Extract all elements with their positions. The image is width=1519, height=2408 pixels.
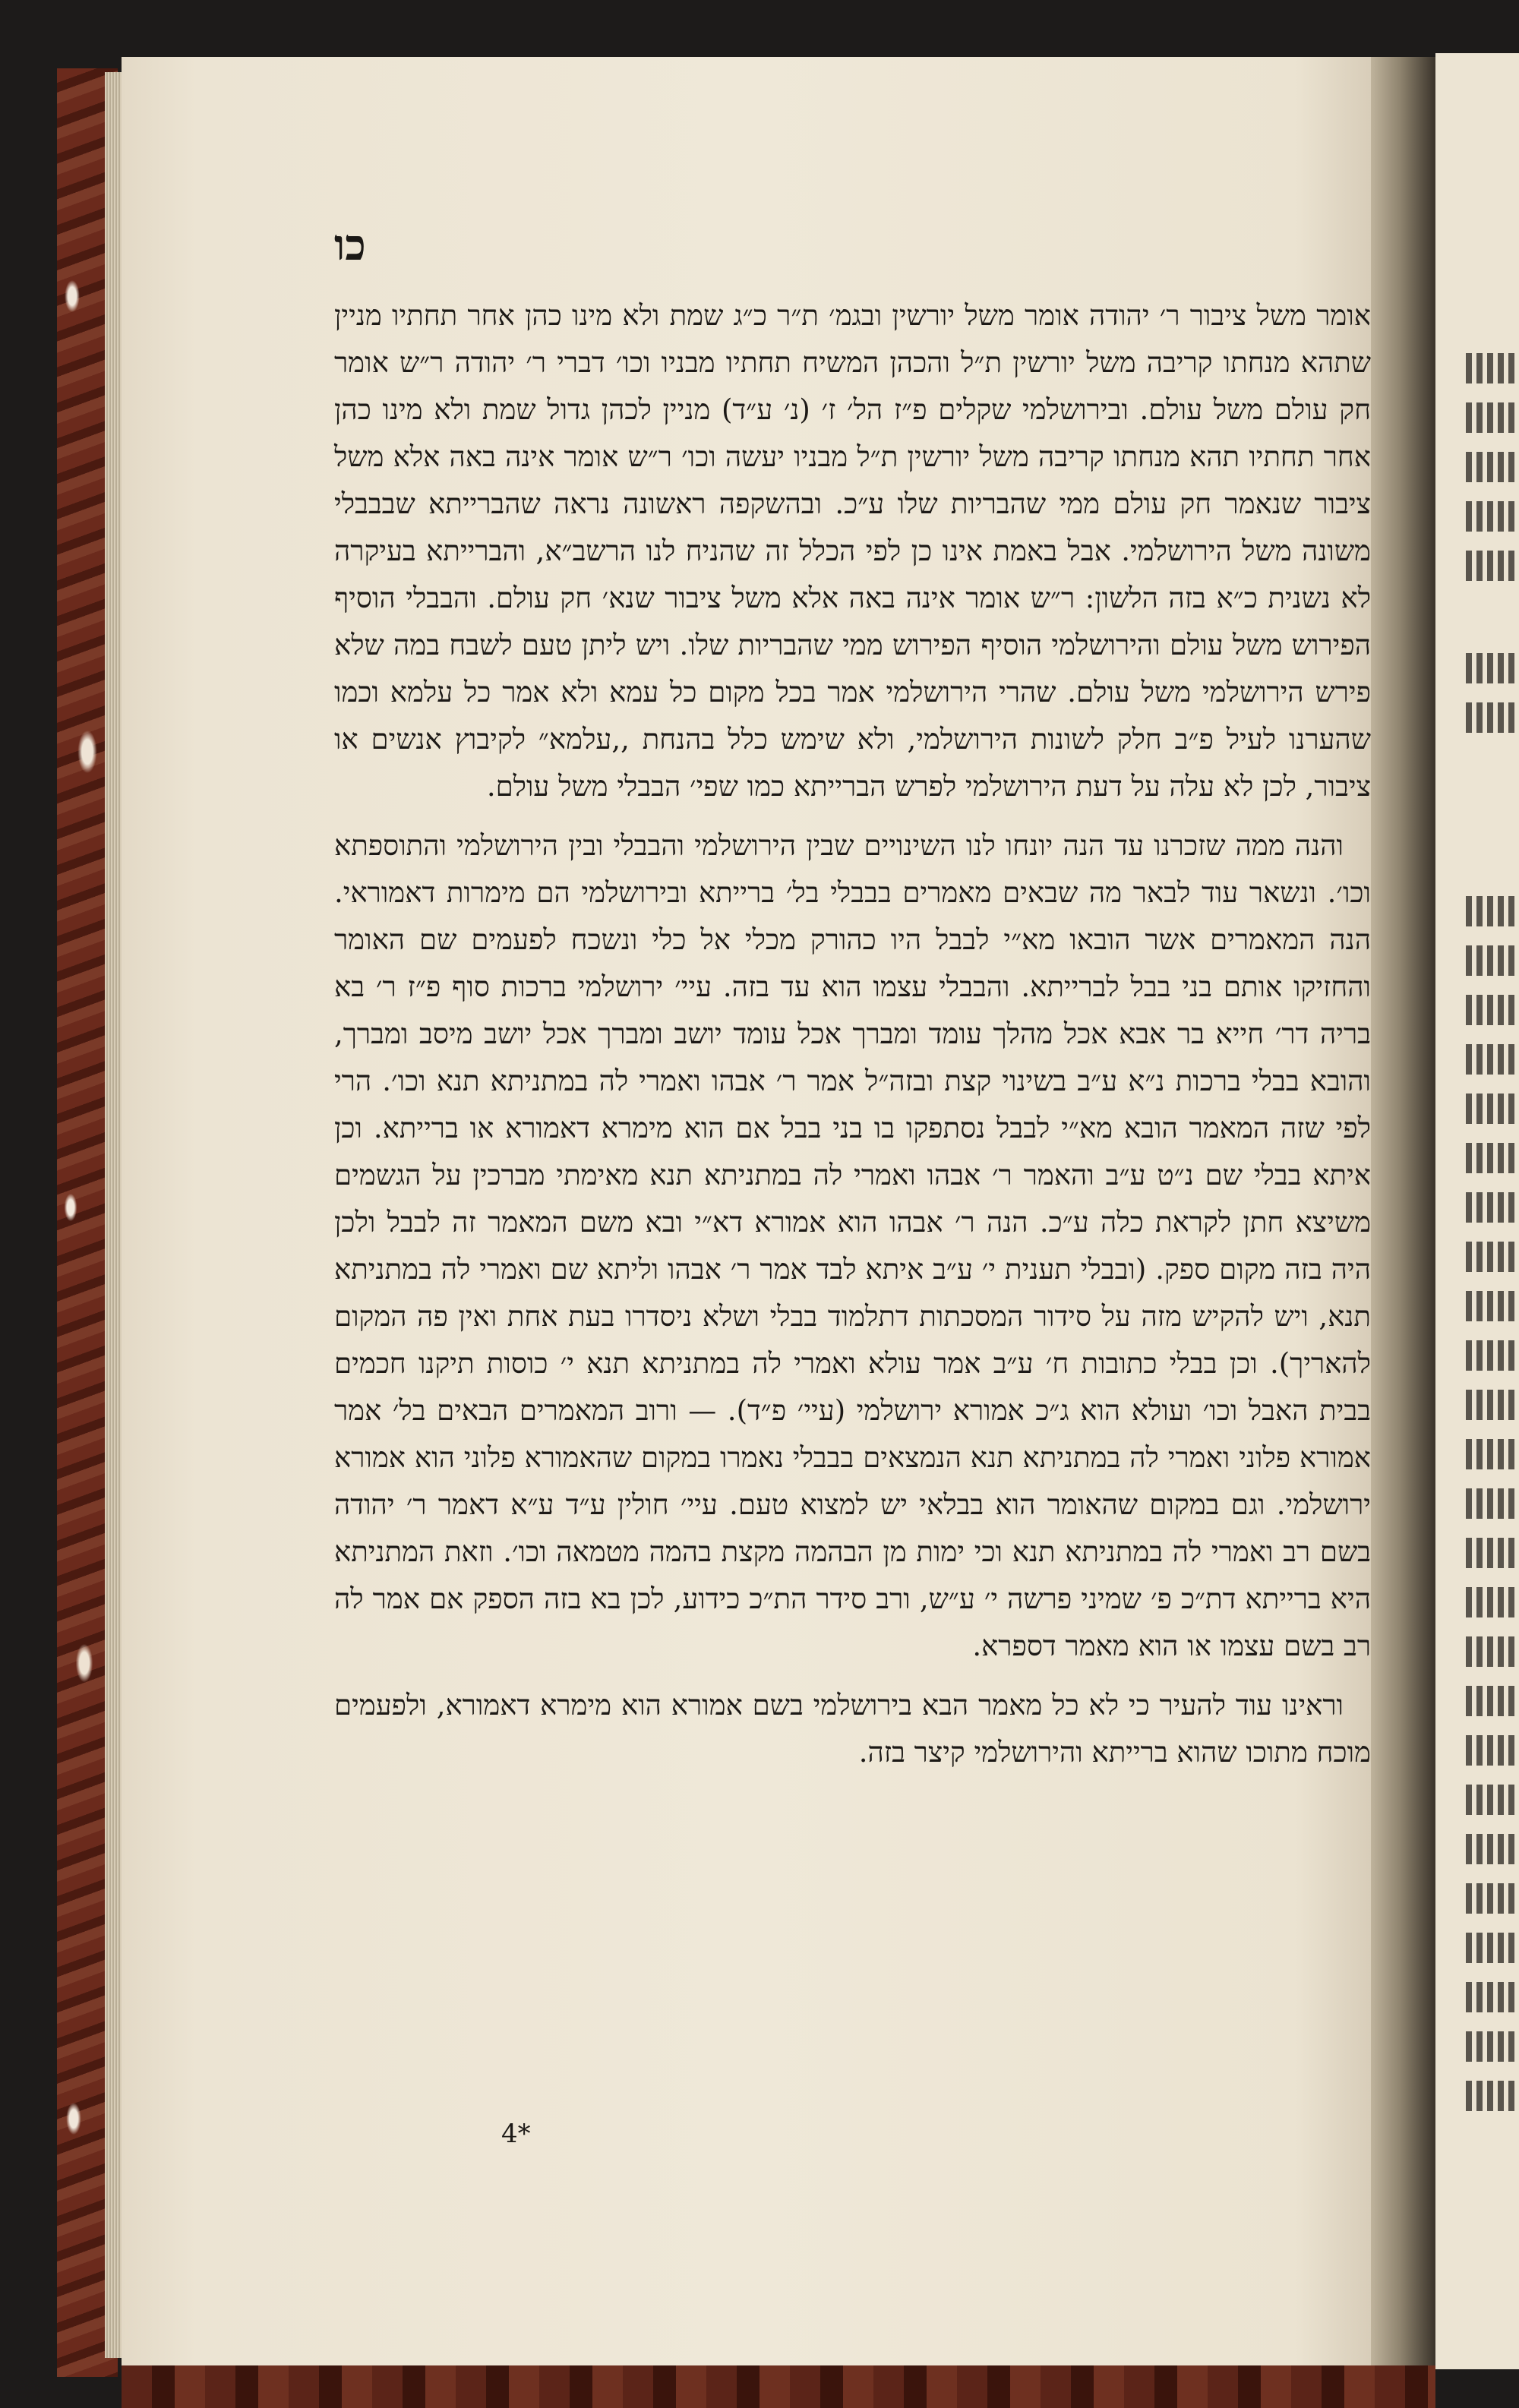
facing-page-edge xyxy=(1435,53,1519,2369)
book-gutter xyxy=(1371,57,1435,2365)
paragraph-1: אומר משל ציבור ר׳ יהודה אומר משל יורשין ובגמ׳ ת״ר כ״ג שמת ולא מינו כהן אחר תחתיו מניין שתהא מנחתו קריבה משל יורשין ת״ל והכהן המשיח תחתיו מבניו וכו׳ דברי ר׳ יהודה ר״ש אומר חק עולם משל עולם. ובירושלמי שקלים פ״ז הל׳ ז׳ (נ׳ ע״ד) מניין לכהן גדול שמת ולא מינו כהן אחר תחתיו תהא מנחתו קריבה משל יורשין ת״ל מבניו יעשה וכו׳ ר״ש אומר אינה באה אלא משל ציבור שנאמר חק עולם ממי שהבריות שלו ע״כ. ובהשקפה ראשונה נראה שהברייתא שבבבלי משונה משל הירושלמי. אבל באמת אינו כן לפי הכלל זה שהניח לנו הרשב״א, והברייתא בעיקרה לא נשנית כ״א בזה הלשון: ר״ש אומר אינה באה אלא משל ציבור שנא׳ חק עולם. והבבלי הוסיף הפירוש משל עולם והירושלמי הוסיף הפירוש ממי שהבריות שלו. ויש ליתן טעם לשבח במה שלא פירש הירושלמי משל עולם. שהרי הירושלמי אמר בכל מקום כל עמא ולא אמר כל עלמא וכמו שהערנו לעיל פ״ב חלק לשונות הירושלמי, ולא שימש כלל בהנחת ,,עלמא״ לקיבוץ אנשים או ציבור, לכן לא עלה על דעת הירושלמי לפרש הברייתא כמו שפי׳ הבבלי משל עולם. xyxy=(334,299,1371,803)
paragraph-2: והנה ממה שזכרנו עד הנה יונחו לנו השינויים שבין הירושלמי והבבלי ובין הירושלמי והתוספתא וכו׳. ונשאר עוד לבאר מה שבאים מאמרים בבבלי בל׳ ברייתא ובירושלמי הם מימרות דאמוראי. הנה המאמרים אשר הובאו מא״י לבבל היו כהורק מכלי אל כלי ונשכח לפעמים שם האומר והחזיקו אותם בני בבל לברייתא. והבבלי עצמו הוא עד בזה. עיי׳ ירושלמי ברכות סוף פ״ז ר׳ בא בריה דר׳ חייא בר אבא אכל מהלך עומד ומברך אכל עומד יושב ומברך אכל יושב מיסב ומברך, והובא בבלי ברכות נ״א ע״ב בשינוי קצת ובזה״ל אמר ר׳ אבהו ואמרי לה במתניתא תנא וכו׳. הרי לפי שזה המאמר הובא מא״י לבבל נסתפקו בו בני בבל אם הוא מימרא דאמורא או ברייתא. וכן איתא בבלי שם נ״ט ע״ב והאמר ר׳ אבהו ואמרי לה במתניתא תנא מאימתי מברכין על הגשמים משיצא חתן לקראת כלה ע״כ. הנה ר׳ אבהו הוא אמורא דא״י ובא משם המאמר זה לבבל ולכן היה בזה מקום ספק. (ובבלי תענית י׳ ע״ב איתא לבד אמר ר׳ אבהו וליתא שם ואמרי לה במתניתא תנא, ויש להקיש מזה על סידור המסכתות דתלמוד בבלי ושלא ניסדרו בעת אחת ואין פה המקום להאריך). וכן בבלי כתובות ח׳ ע״ב אמר עולא ואמרי לה במתניתא תנא י׳ כוסות תיקנו חכמים בבית האבל וכו׳ ועולא הוא ג״כ אמורא ירושלמי (עיי׳ פ״ד). — ורוב המאמרים הבאים בל׳ אמר אמורא פלוני ואמרי לה במתניתא תנא הנמצאים בבבלי נאמרו במקום שהאמורא פלוני הוא אמורא ירושלמי. וגם במקום שהאומר הוא בבלאי יש למצוא טעם. עיי׳ חולין ע״ד ע״א דאמר ר׳ יהודה בשם רב ואמרי לה במתניתא תנא וכי ימות מן הבהמה מקצת בהמה מטמאה וכו׳. וזאת המתניתא היא ברייתא דת״כ פ׳ שמיני פרשה י׳ ע״ש, ורב סידר הת״כ כידוע, לכן בא בזה הספק אם אמר לה רב בשם עצמו או הוא מאמר דספרא. xyxy=(334,829,1371,1662)
page-number: כו xyxy=(334,220,366,270)
book-bottom-edge xyxy=(122,2365,1435,2408)
signature-mark: 4* xyxy=(501,2119,531,2149)
paragraph-3: וראינו עוד להעיר כי לא כל מאמר הבא בירושלמי בשם אמורא הוא מימרא דאמורא, ולפעמים מוכח מתוכו שהוא ברייתא והירושלמי קיצר בזה. xyxy=(334,1689,1371,1769)
body-text xyxy=(334,292,1371,1788)
